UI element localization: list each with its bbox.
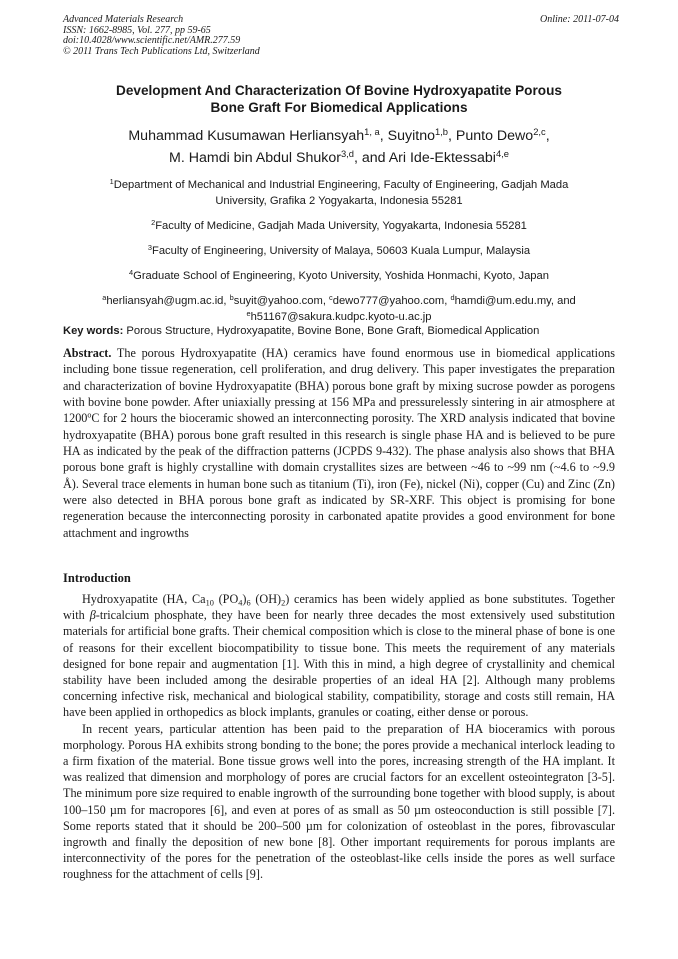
- author-name: M. Hamdi bin Abdul Shukor: [169, 150, 341, 166]
- author-name: Muhammad Kusumawan Herliansyah: [128, 128, 365, 144]
- keywords-text: Porous Structure, Hydroxyapatite, Bovine Bone, Bone Graft, Biomedical Application: [126, 325, 540, 337]
- affiliation-text: Department of Mechanical and Industrial Engineering, Faculty of Engineering, Gadjah Mada: [113, 179, 569, 191]
- email-address: herliansyah@ugm.ac.id,: [106, 295, 227, 307]
- author-line-1: Muhammad Kusumawan Herliansyah$^{1, a}$, Suyitno$^{1,b}$, Punto Dewo$^{2,c}$,: [128, 126, 550, 144]
- author-sup: 1,b: [434, 126, 448, 137]
- affiliation-text: University, Grafika 2 Yogyakarta, Indonesia 55281: [215, 195, 463, 207]
- author-line-2: M. Hamdi bin Abdul Shukor$^{3,d}$, and Ari Ide-Ektessabi$^{4,e}$: [169, 148, 509, 166]
- affiliation-text: Faculty of Engineering, University of Malaya, 50603 Kuala Lumpur, Malaysia: [152, 245, 531, 257]
- doi-line: doi:10.4028/www.scientific.net/AMR.277.59: [63, 35, 241, 47]
- affiliation-1: [60, 177, 618, 209]
- author-name: Punto Dewo: [455, 128, 534, 144]
- author-sup: 3,d: [340, 148, 354, 159]
- affiliations: [60, 177, 618, 325]
- degree-sup: o: [87, 410, 92, 420]
- abstract-label: Abstract.: [63, 346, 112, 360]
- affiliation-2: [60, 218, 618, 234]
- email-sup: d: [450, 292, 455, 302]
- email-sup: c: [329, 292, 333, 302]
- abstract-text: The porous Hydroxyapatite (HA) ceramics have found enormous use in biomedical applications including bone tissue regeneration, cell proliferation, and drug delivery. This paper investigates the preparation and characterization of bovine Hydroxyapatite (BHA) porous bone graft by mixing sucrose powder as porogens with bovine bone powder. After uniaxially pressing at 156 MPa and pressurelessly sintering in air atmosphere at 1200: [63, 346, 615, 426]
- affiliation-num: 3: [147, 242, 152, 252]
- author-sup: 1, a: [364, 126, 380, 137]
- email-sup: a: [102, 292, 107, 302]
- online-date: Online: 2011-07-04: [540, 14, 619, 25]
- email-address: dewo777@yahoo.com,: [332, 295, 448, 307]
- copyright-line: © 2011 Trans Tech Publications Ltd, Switzerland: [63, 46, 260, 58]
- affiliation-num: 4: [129, 267, 134, 277]
- keywords-label: Key words:: [63, 325, 124, 337]
- affiliation-4: [60, 268, 618, 284]
- intro-paragraph-1: Hydroxyapatite (HA, $Ca_{10}$ $(PO_4)_6$ $(OH)_2$) ceramics has been widely applied as bone substitutes. Together with β-tricalcium phosphate, they have been for nearly three decades the most extensively used substitution materials for artificial bone grafts. Their chemical composition which is close to the mineral phase of bone is one of reasons for their excellent biocompatibility to tissue bone. This meets the requirement of any materials designed for bone repair and augmentation [1]. With this in mind, a high degree of crystallinity and chemical stability have been included among the desirable properties of an ideal HA [2]. Although many problems concerning infective risk, mechanical and biological stability, compatibility, storage and costs still remain, HA have been applied in orthopedics as block implants, granules or coating, either dense or porous.: [63, 592, 615, 720]
- author-name: Ari Ide-Ektessabi: [388, 150, 496, 166]
- author-name: Suyitno: [387, 128, 435, 144]
- abstract: [63, 345, 615, 541]
- paper-title: [60, 82, 618, 116]
- email-address: suyit@yahoo.com,: [233, 295, 326, 307]
- affiliation-text: Faculty of Medicine, Gadjah Mada University, Yogyakarta, Indonesia 55281: [155, 220, 527, 232]
- keywords: [63, 323, 623, 339]
- title-line-1: Development And Characterization Of Bovine Hydroxyapatite Porous: [116, 83, 562, 98]
- affiliation-num: 2: [151, 217, 156, 227]
- abstract-text-cont: C for 2 hours the bioceramic showed an interconnecting porosity. The XRD analysis indicated that bovine hydroxyapatite (BHA) porous bone graft resulted in this research is single phase HA and is believed to be pure HA as indicated by the peak of the diffraction patterns (JCPDS 9-432). The phase analysis also shows that BHA porous bone graft is highly crystalline with domain crystallites sizes are between ~46 to ~99 nm (~4.6 to ~9.9 Å). Several trace elements in human bone such as titanium (Ti), iron (Fe), nickel (Ni), copper (Cu) and Zinc (Zn) were also detected in BHA porous bone graft as indicated by SR-XRF. This object is promising for bone regeneration because the interconnecting porosity in carbonated apatite provides a good environment for bone attachment and ingrowths: [63, 411, 615, 540]
- issn-line: ISSN: 1662-8985, Vol. 277, pp 59-65: [63, 24, 211, 36]
- affiliation-text: Graduate School of Engineering, Kyoto University, Yoshida Honmachi, Kyoto, Japan: [133, 270, 549, 282]
- email-address: h51167@sakura.kudpc.kyoto-u.ac.jp: [250, 311, 432, 323]
- email-list: [60, 293, 618, 325]
- email-sup: e: [246, 308, 251, 318]
- affiliation-3: [60, 243, 618, 259]
- introduction-body: [63, 591, 615, 883]
- author-list: [60, 125, 618, 169]
- author-sup: 4,e: [495, 148, 509, 159]
- journal-header: [63, 15, 619, 58]
- section-heading-introduction: Introduction: [63, 571, 131, 585]
- author-sup: 2,c: [533, 126, 546, 137]
- journal-name: Advanced Materials Research: [63, 14, 184, 25]
- affiliation-num: 1: [109, 176, 114, 186]
- email-address: hamdi@um.edu.my, and: [454, 295, 576, 307]
- email-sup: b: [229, 292, 234, 302]
- intro-paragraph-2: In recent years, particular attention has been paid to the preparation of HA bioceramics with porous morphology. Porous HA exhibits strong bonding to the bone; the pores provide a mechanical interlock leading to a firm fixation of the material. Bone tissue grows well into the pores, increasing strength of the HA implant. It was realized that dimension and morphology of pores are crucial factors for an excellent osteointegraton [3-5]. The minimum pore size required to enable ingrowth of the surrounding bone together with blood supply, is about 100–150 µm for macropores [6], and even at pores of as small as 50 µm osteoconduction is still possible [7]. Some reports stated that it should be 200–500 µm for colonization of osteoblast in the pores, fibrovascular ingrowth and finally the deposition of new bone [8]. Other important requirements for porous implants are interconnectivity of the pores for the penetration of the osteoblast-like cells inside the pores as well surface roughness for the attachment of cells [9].: [63, 721, 615, 882]
- author-conjunction: and: [361, 150, 386, 166]
- title-line-2: Bone Graft For Biomedical Applications: [210, 100, 468, 115]
